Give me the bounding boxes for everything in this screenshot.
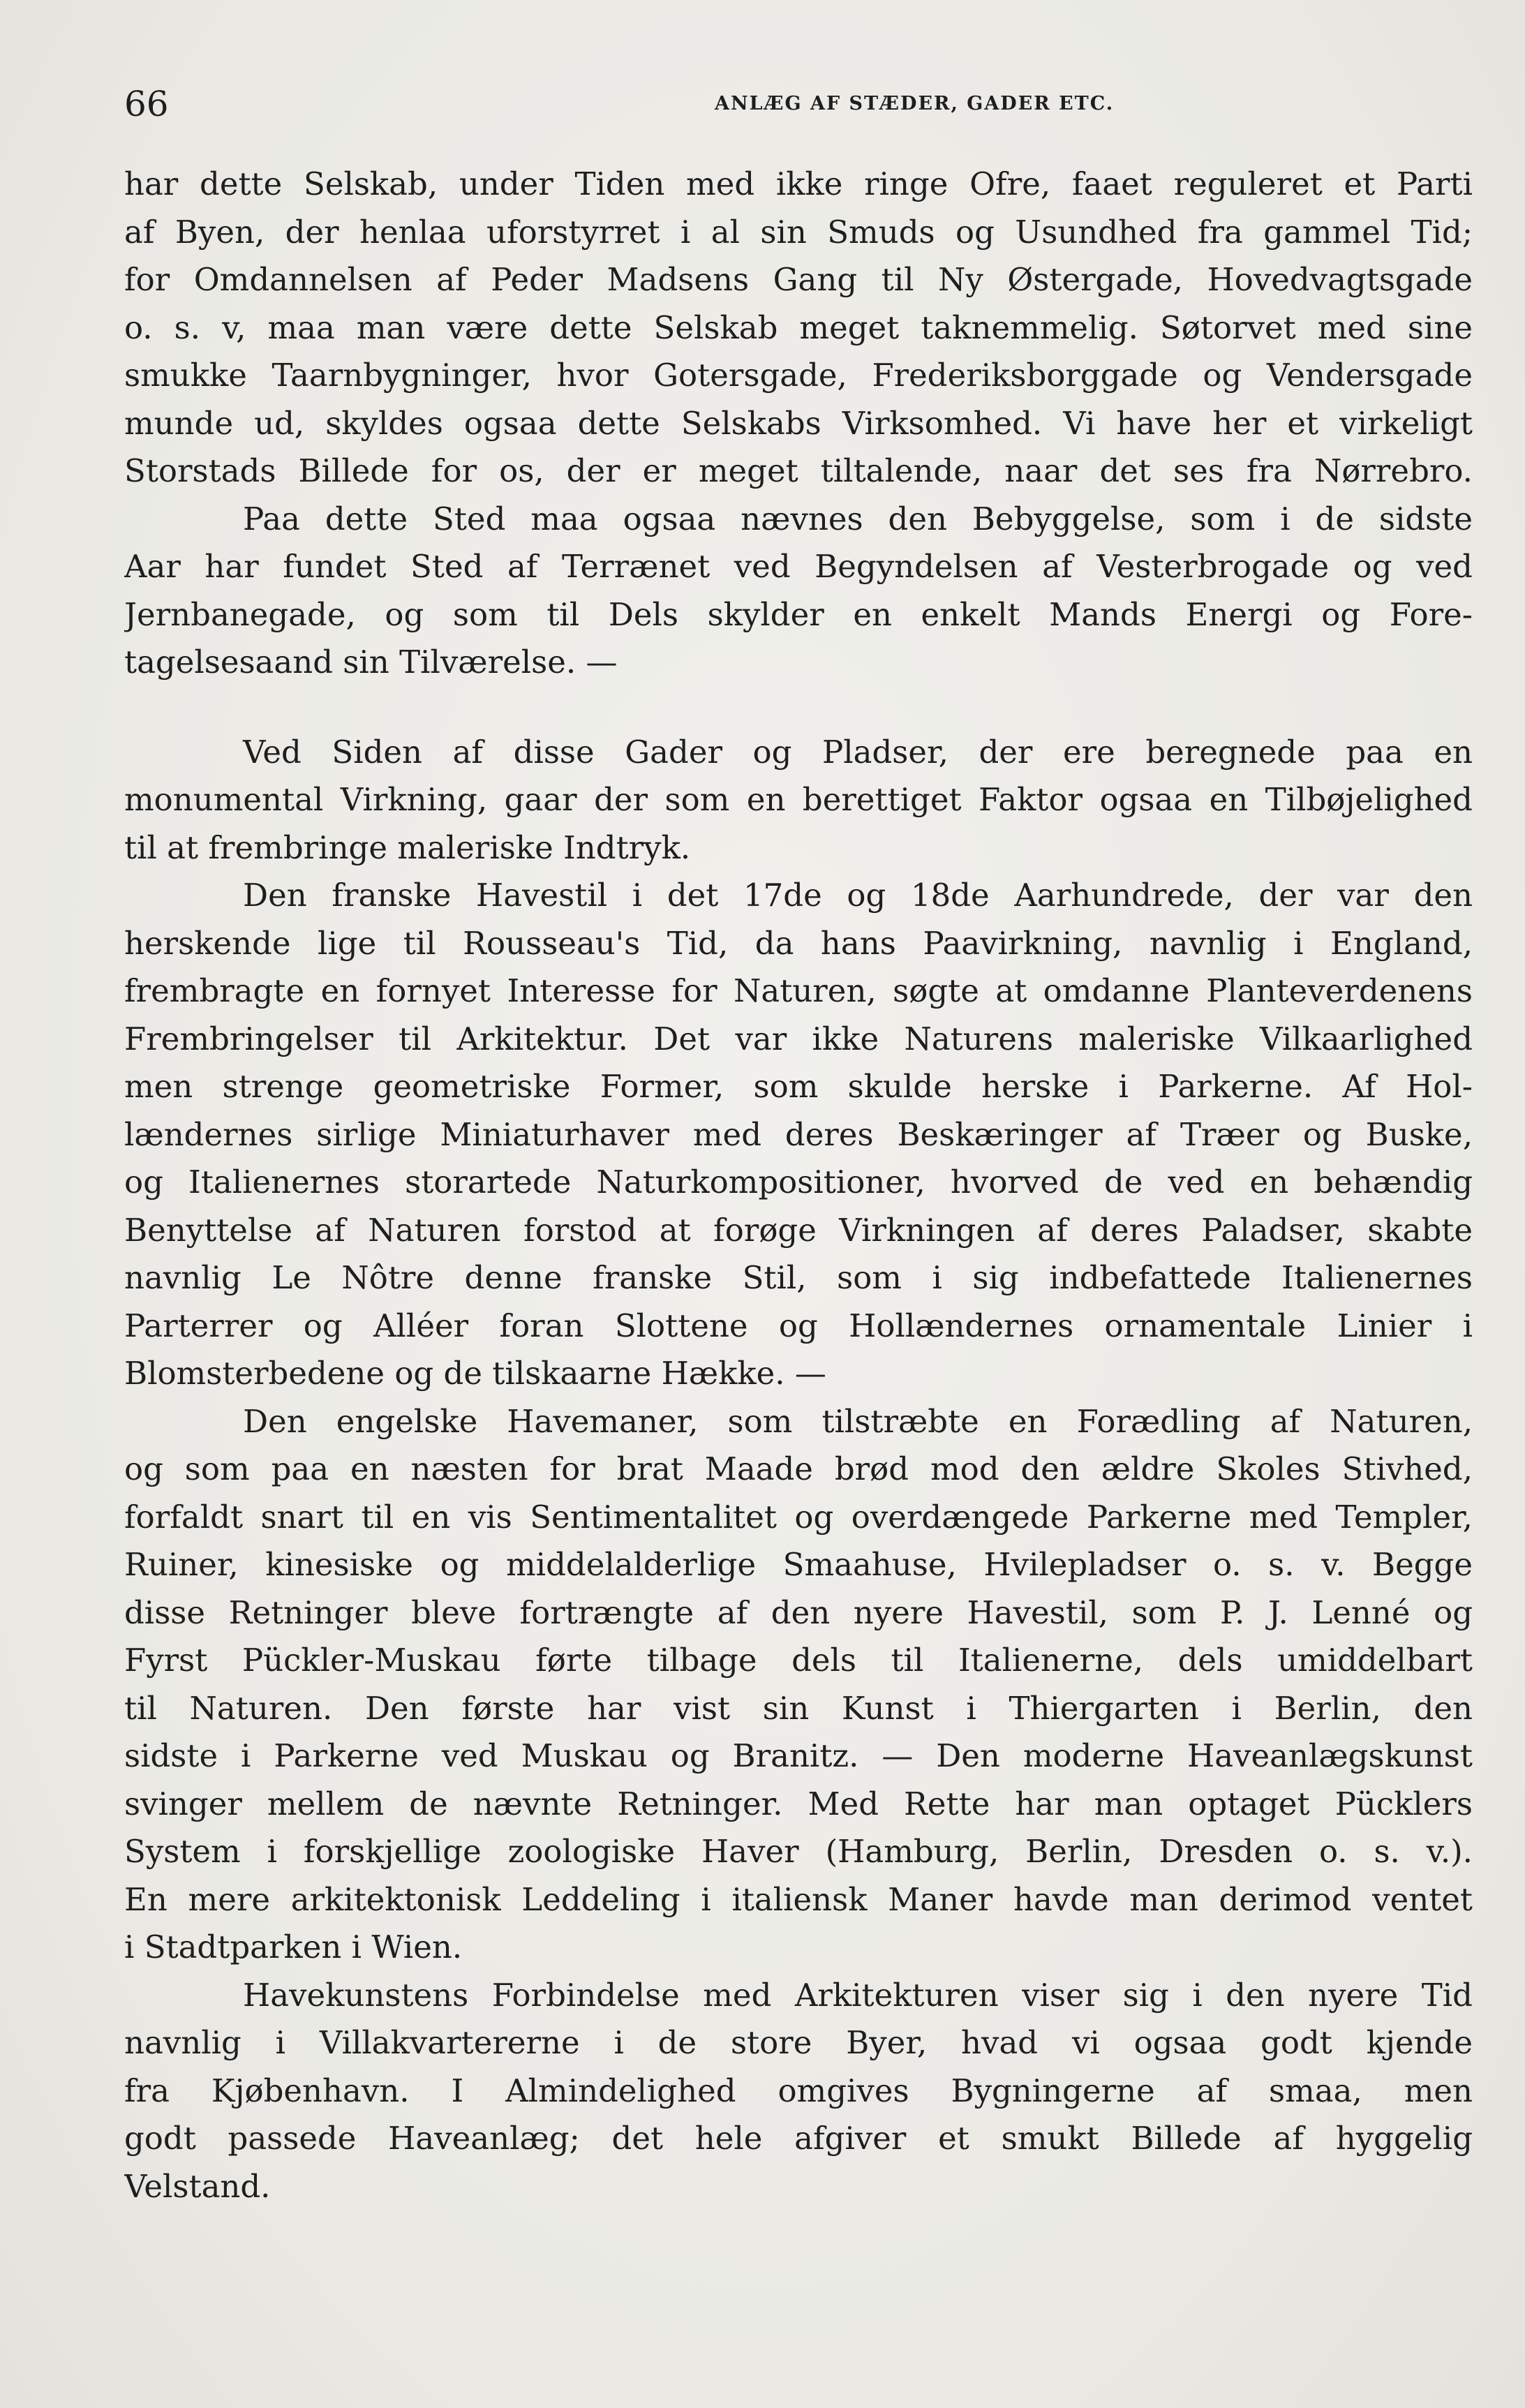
text-line: Fyrst Pückler-Muskau førte tilbage dels til Italienerne, dels umiddelbart [124, 1642, 1473, 1679]
text-line: Ruiner, kinesiske og middelalderlige Smaahuse, Hvilepladser o. s. v. Begge [124, 1546, 1473, 1583]
text-line: herskende lige til Rousseau's Tid, da hans Paavirkning, navnlig i England, [124, 924, 1473, 962]
text-line: tagelsesaand sin Tilværelse. — [124, 644, 618, 681]
text-line: o. s. v, maa man være dette Selskab meget taknemmelig. Søtorvet med sine [124, 309, 1473, 346]
text-line: navnlig Le Nôtre denne franske Stil, som i sig indbefattede Italienernes [124, 1259, 1473, 1296]
text-line: men strenge geometriske Former, som skulde herske i Parkerne. Af Hol- [124, 1068, 1473, 1105]
text-line: sidste i Parkerne ved Muskau og Branitz. — Den moderne Haveanlægskunst [124, 1737, 1473, 1774]
text-line: Benyttelse af Naturen forstod at forøge Virkningen af deres Paladser, skabte [124, 1211, 1473, 1249]
text-line: godt passede Haveanlæg; det hele afgiver et smukt Billede af hyggelig [124, 2120, 1473, 2157]
text-line: En mere arkitektonisk Leddeling i italiensk Maner havde man derimod ventet [124, 1880, 1473, 1918]
text-line: Frembringelser til Arkitektur. Det var ikke Naturens maleriske Vilkaarlighed [124, 1020, 1473, 1057]
text-line: forfaldt snart til en vis Sentimentalitet og overdængede Parkerne med Templer, [124, 1498, 1473, 1536]
text-line: Jernbanegade, og som til Dels skylder en enkelt Mands Energi og Fore- [124, 595, 1473, 633]
text-line: Havekunstens Forbindelse med Arkitekturen viser sig i den nyere Tid [243, 1976, 1473, 2014]
text-line: Velstand. [124, 2167, 271, 2205]
section-gap [124, 687, 1473, 729]
page-body [124, 161, 1473, 2210]
text-line: Paa dette Sted maa ogsaa nævnes den Bebyggelse, som i de sidste [243, 500, 1473, 537]
text-line: Den engelske Havemaner, som tilstræbte en Forædling af Naturen, [243, 1402, 1473, 1440]
paragraph-2 [124, 496, 1473, 687]
text-line: i Stadtparken i Wien. [124, 1928, 463, 1965]
text-line: Blomsterbedene og de tilskaarne Hække. — [124, 1355, 826, 1392]
text-line: lændernes sirlige Miniaturhaver med deres Beskæringer af Træer og Buske, [124, 1115, 1473, 1153]
text-line: monumental Virkning, gaar der som en berettiget Faktor ogsaa en Tilbøjelighed [124, 781, 1473, 818]
text-line: Den franske Havestil i det 17de og 18de Aarhundrede, der var den [243, 877, 1473, 914]
text-line: Storstads Billede for os, der er meget tiltalende, naar det ses fra Nørrebro. [124, 452, 1473, 489]
page-header [124, 80, 1473, 128]
text-line: disse Retninger bleve fortrængte af den nyere Havestil, som P. J. Lenné og [124, 1593, 1473, 1631]
paragraph-6 [124, 1972, 1473, 2211]
text-line: System i forskjellige zoologiske Haver (Hamburg, Berlin, Dresden o. s. v.). [124, 1833, 1473, 1870]
text-line: Ved Siden af disse Gader og Pladser, der ere beregnede paa en [243, 733, 1473, 771]
text-line: munde ud, skyldes ogsaa dette Selskabs Virksomhed. Vi have her et virkeligt [124, 404, 1473, 442]
text-line: fra Kjøbenhavn. I Almindelighed omgives Bygningerne af smaa, men [124, 2072, 1473, 2109]
text-line: og som paa en næsten for brat Maade brød mod den ældre Skoles Stivhed, [124, 1450, 1473, 1487]
page-number: 66 [124, 84, 169, 124]
text-line: for Omdannelsen af Peder Madsens Gang til Ny Østergade, Hovedvagtsgade [124, 261, 1473, 298]
running-head: ANLÆG AF STÆDER, GADER ETC. [715, 93, 1115, 114]
text-line: navnlig i Villakvartererne i de store Byer, hvad vi ogsaa godt kjende [124, 2024, 1473, 2061]
text-line: til at frembringe maleriske Indtryk. [124, 828, 691, 866]
text-line: har dette Selskab, under Tiden med ikke ringe Ofre, faaet reguleret et Parti [124, 165, 1473, 202]
text-line: frembragte en fornyet Interesse for Naturen, søgte at omdanne Planteverdenens [124, 972, 1473, 1009]
text-line: af Byen, der henlaa uforstyrret i al sin Smuds og Usundhed fra gammel Tid; [124, 213, 1473, 251]
paragraph-1 [124, 161, 1473, 496]
paragraph-4 [124, 872, 1473, 1398]
text-line: og Italienernes storartede Naturkompositioner, hvorved de ved en behændig [124, 1164, 1473, 1201]
text-line: svinger mellem de nævnte Retninger. Med Rette har man optaget Pücklers [124, 1785, 1473, 1822]
text-line: Aar har fundet Sted af Terrænet ved Begyndelsen af Vesterbrogade og ved [124, 548, 1473, 585]
text-line: smukke Taarnbygninger, hvor Gotersgade, Frederiksborggade og Vendersgade [124, 357, 1473, 394]
text-line: til Naturen. Den første har vist sin Kunst i Thiergarten i Berlin, den [124, 1689, 1473, 1727]
paragraph-3 [124, 729, 1473, 872]
text-line: Parterrer og Alléer foran Slottene og Hollændernes ornamentale Linier i [124, 1307, 1473, 1344]
paragraph-5 [124, 1398, 1473, 1972]
